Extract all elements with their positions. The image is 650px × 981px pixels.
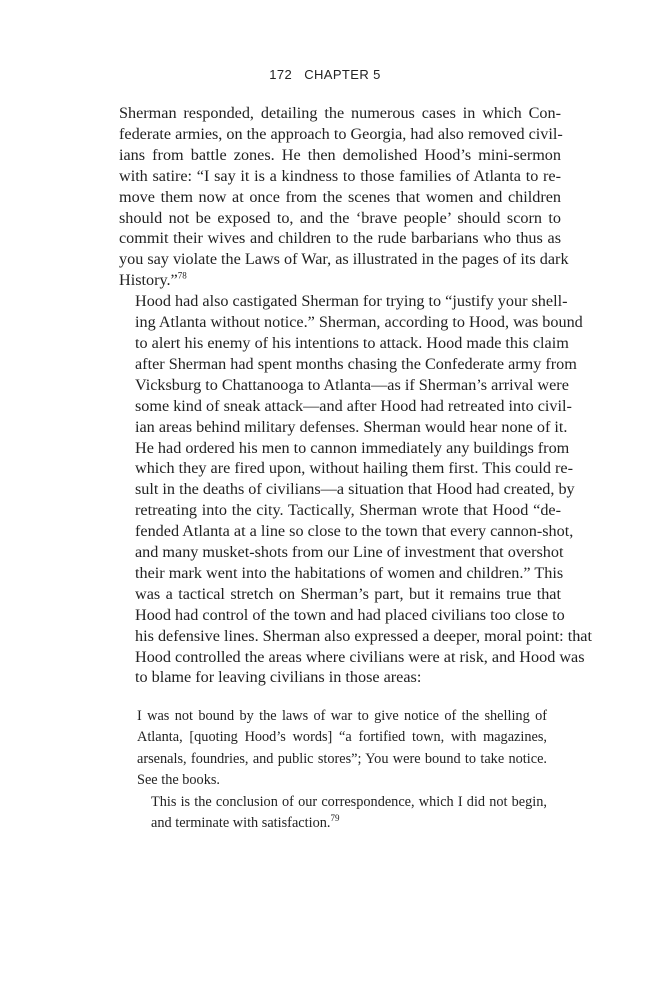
paragraph-2 bbox=[119, 291, 592, 688]
block-quote bbox=[137, 706, 547, 834]
text-line: retreating into the city. Tactically, Sherman wrote that Hood “de- bbox=[135, 501, 561, 520]
chapter-title: CHAPTER 5 bbox=[304, 67, 381, 82]
text-line: commit their wives and children to the rude barbarians who thus as bbox=[119, 229, 561, 248]
text-line: sult in the deaths of civilians—a situation that Hood had created, by bbox=[135, 480, 575, 499]
quote-line: This is the conclusion of our correspondence, which I did not begin, bbox=[151, 793, 547, 810]
text-line: Vicksburg to Chattanooga to Atlanta—as if Sherman’s arrival were bbox=[135, 375, 569, 394]
quote-line: arsenals, foundries, and public stores”; You were bound to take notice. bbox=[137, 750, 547, 767]
text-line: with satire: “I say it is a kindness to those families of Atlanta to re- bbox=[119, 166, 561, 185]
text-line: Hood had also castigated Sherman for trying to “justify your shell- bbox=[135, 292, 568, 311]
text-line: Hood had control of the town and had placed civilians too close to bbox=[135, 605, 565, 624]
text-line: ing Atlanta without notice.” Sherman, according to Hood, was bound bbox=[135, 313, 583, 332]
text-line: He had ordered his men to cannon immediately any buildings from bbox=[135, 438, 570, 457]
text-line: Sherman responded, detailing the numerous cases in which Con- bbox=[119, 104, 561, 122]
paragraph-1 bbox=[119, 103, 569, 291]
text-line: their mark went into the habitations of women and children.” This bbox=[135, 563, 564, 582]
text-line: to blame for leaving civilians in those areas: bbox=[135, 668, 422, 687]
text-line: Hood controlled the areas where civilians were at risk, and Hood was bbox=[135, 647, 585, 666]
text-line-content: History.” bbox=[119, 271, 178, 290]
quote-line bbox=[137, 813, 547, 834]
text-line: was a tactical stretch on Sherman’s part, but it remains true that bbox=[135, 584, 561, 603]
quote-paragraph-1 bbox=[137, 706, 547, 792]
quote-line: Atlanta, [quoting Hood’s words] “a fortified town, with magazines, bbox=[137, 729, 547, 746]
footnote-marker: 79 bbox=[330, 813, 340, 824]
text-line: after Sherman had spent months chasing the Confederate army from bbox=[135, 354, 577, 373]
text-line: federate armies, on the approach to Georgia, had also removed civil- bbox=[119, 124, 563, 143]
running-header bbox=[0, 67, 650, 82]
text-line bbox=[119, 270, 561, 291]
text-line: fended Atlanta at a line so close to the town that every cannon-shot, bbox=[135, 522, 574, 541]
quote-line-content: and terminate with satisfaction. bbox=[151, 815, 331, 832]
page-number: 172 bbox=[269, 67, 293, 82]
quote-line: See the books. bbox=[137, 772, 220, 789]
text-line: move them now at once from the scenes that women and children bbox=[119, 187, 561, 206]
quote-line: I was not bound by the laws of war to give notice of the shelling of bbox=[137, 708, 547, 724]
body-text bbox=[119, 103, 592, 688]
text-line: and many musket-shots from our Line of investment that overshot bbox=[135, 543, 564, 562]
text-line: to alert his enemy of his intentions to attack. Hood made this claim bbox=[135, 333, 569, 352]
text-line: ian areas behind military defenses. Sherman would hear none of it. bbox=[135, 417, 568, 436]
text-line: you say violate the Laws of War, as illustrated in the pages of its dark bbox=[119, 250, 569, 269]
text-line: which they are fired upon, without hailing them first. This could re- bbox=[135, 459, 574, 478]
text-line: some kind of sneak attack—and after Hood had retreated into civil- bbox=[135, 396, 572, 415]
text-line: ians from battle zones. He then demolished Hood’s mini-sermon bbox=[119, 145, 561, 164]
quote-paragraph-2 bbox=[137, 792, 547, 835]
footnote-marker: 78 bbox=[177, 270, 187, 281]
text-line: his defensive lines. Sherman also expressed a deeper, moral point: that bbox=[135, 626, 592, 645]
text-line: should not be exposed to, and the ‘brave people’ should scorn to bbox=[119, 208, 561, 227]
